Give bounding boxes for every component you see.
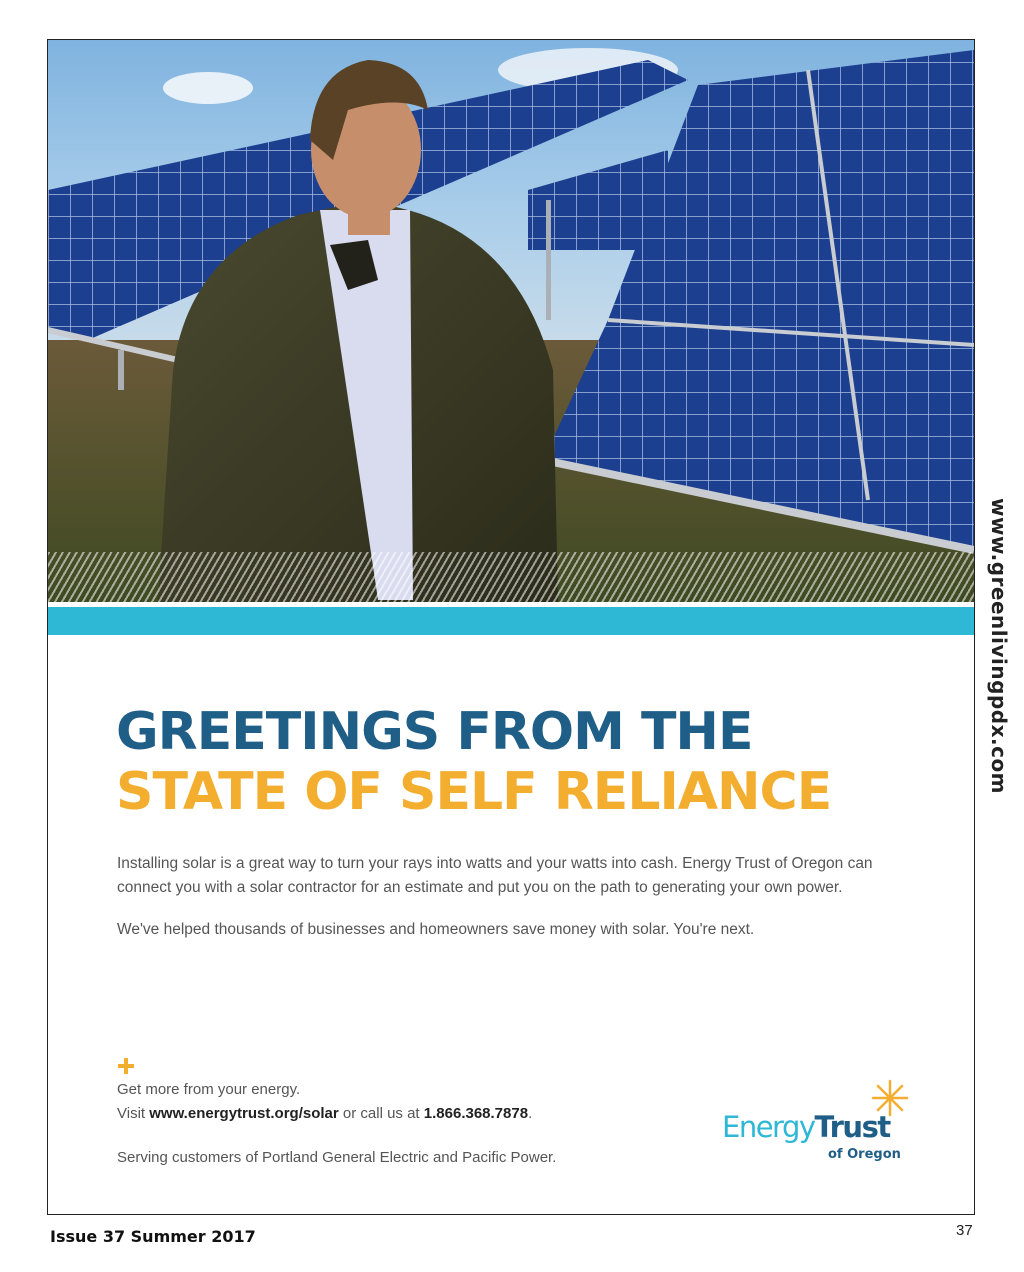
headline <box>116 702 831 822</box>
logo-wordmark <box>722 1110 890 1144</box>
page-number: 37 <box>956 1222 973 1239</box>
logo-word-trust: Trust <box>814 1110 890 1144</box>
body-paragraph-1: Installing solar is a great way to turn your rays into watts and your watts into cash. Energy Trust of Oregon can connect you with a solar contractor for an estimate and put you on the path to generating your own power. <box>117 855 873 896</box>
energy-trust-logo <box>720 1074 920 1169</box>
body-paragraph-2: We've helped thousands of businesses and homeowners save money with solar. You're next. <box>117 921 755 938</box>
logo-subtitle: of Oregon <box>828 1147 901 1162</box>
teal-divider-band <box>48 607 974 635</box>
cta-phone-number[interactable]: 1.866.368.7878 <box>423 1105 529 1122</box>
serving-note: Serving customers of Portland General Electric and Pacific Power. <box>117 1149 557 1166</box>
cta-call-text: or call us at <box>338 1105 424 1122</box>
hatched-strip <box>48 552 974 602</box>
cta-contact-line <box>117 1105 532 1122</box>
headline-line-1: GREETINGS FROM THE <box>116 702 753 762</box>
logo-word-energy: Energy <box>722 1110 815 1144</box>
cta-tagline: Get more from your energy. <box>117 1081 301 1098</box>
side-website-url: www.greenlivingpdx.com <box>987 498 1011 795</box>
headline-line-2: STATE OF SELF RELIANCE <box>116 762 832 822</box>
plus-icon <box>118 1058 134 1074</box>
cta-period: . <box>528 1105 533 1122</box>
cta-url-link[interactable]: www.energytrust.org/solar <box>149 1105 339 1122</box>
issue-label: Issue 37 Summer 2017 <box>50 1227 256 1246</box>
advertisement <box>47 39 975 1215</box>
photo-illustration <box>48 40 974 602</box>
solar-panel-photo <box>48 40 974 602</box>
cta-visit-text: Visit <box>117 1105 150 1122</box>
